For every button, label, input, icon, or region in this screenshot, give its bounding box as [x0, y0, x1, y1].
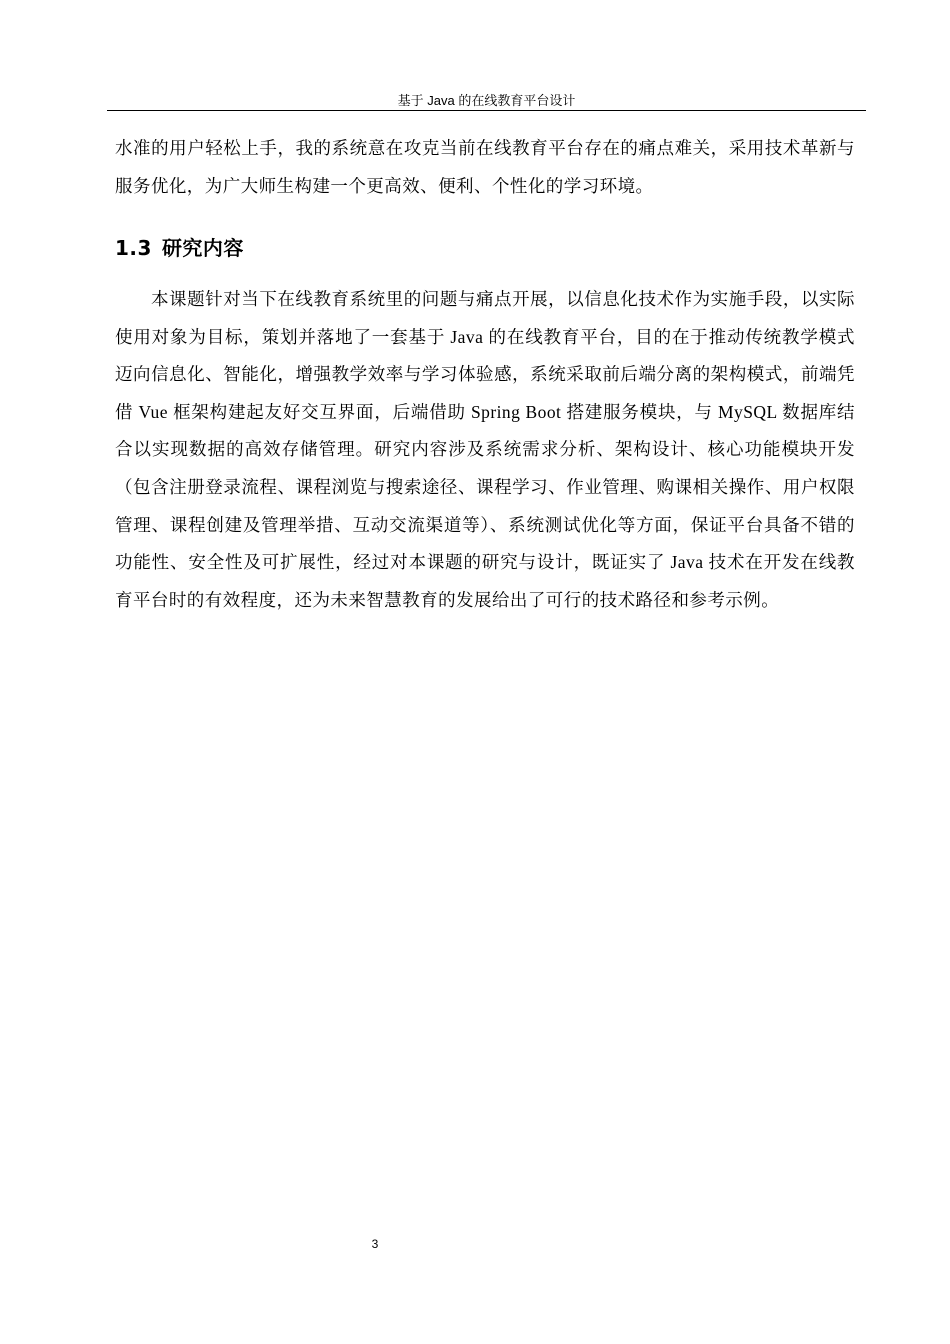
section-title: 研究内容 — [161, 236, 244, 260]
page-header — [107, 92, 866, 111]
page-number: 3 — [371, 1237, 379, 1251]
paragraph-continued: 水准的用户轻松上手，我的系统意在攻克当前在线教育平台存在的痛点难关，采用技术革新与服务优化，为广大师生构建一个更高效、便利、个性化的学习环境。 — [115, 138, 855, 196]
section-heading — [115, 232, 244, 264]
section-number: 1.3 — [115, 236, 152, 260]
paragraph-research-content: 本课题针对当下在线教育系统里的问题与痛点开展，以信息化技术作为实施手段，以实际使用对象为目标，策划并落地了一套基于 Java 的在线教育平台，目的在于推动传统教学模式迈向信息化、智能化，增强教学效率与学习体验感，系统采取前后端分离的架构模式，前端凭借 Vue 框架构建起友好交互界面，后端借助 Spring Boot 搭建服务模块，与 MySQL 数据库结合以实现数据的高效存储管理。研究内容涉及系统需求分析、架构设计、核心功能模块开发（包含注册登录流程、课程浏览与搜索途径、课程学习、作业管理、购课相关操作、用户权限管理、课程创建及管理举措、互动交流渠道等）、系统测试优化等方面，保证平台具备不错的功能性、安全性及可扩展性，经过对本课题的研究与设计，既证实了 Java 技术在开发在线教育平台时的有效程度，还为未来智慧教育的发展给出了可行的技术路径和参考示例。 — [115, 289, 855, 610]
header-title: 基于 Java 的在线教育平台设计 — [397, 93, 576, 108]
